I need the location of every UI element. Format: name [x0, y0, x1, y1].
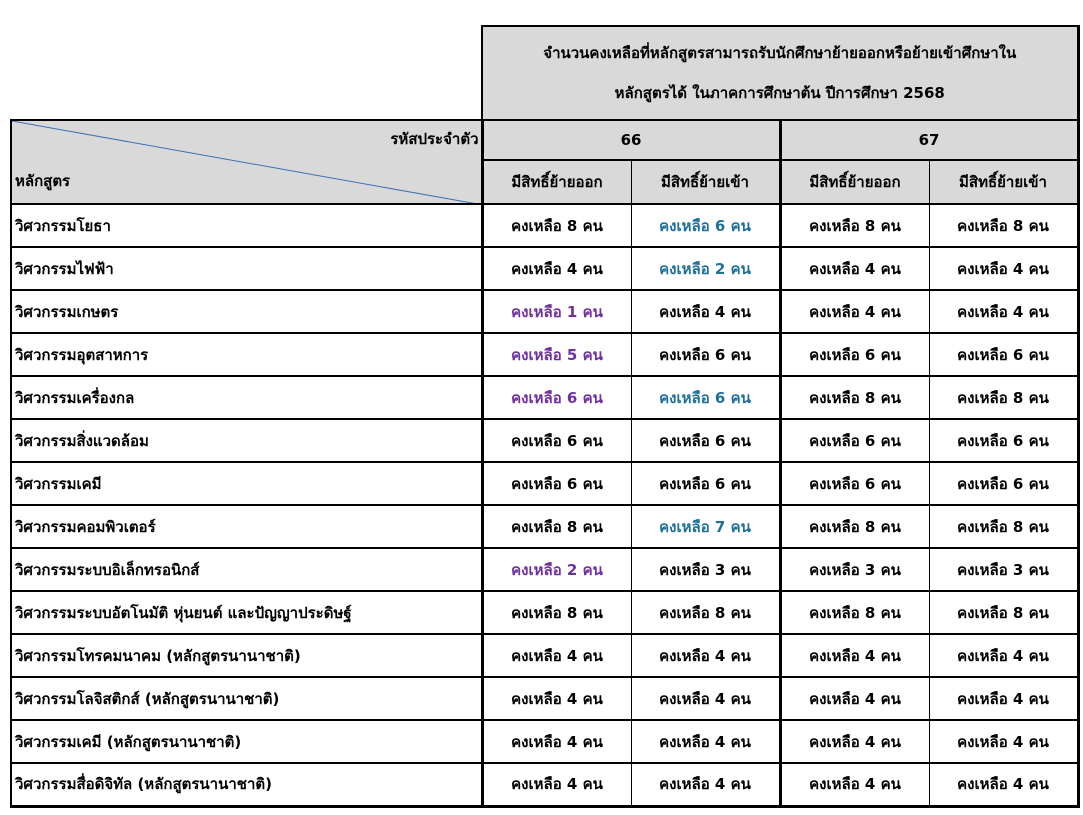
- table-row: [11, 505, 1078, 548]
- program-name-cell: วิศวกรรมอุตสาหการ: [11, 333, 482, 376]
- program-name-cell: วิศวกรรมโทรคมนาคม (หลักสูตรนานาชาติ): [11, 634, 482, 677]
- year-66-in-header: มีสิทธิ์ย้ายเข้า: [631, 160, 780, 204]
- year-66-out-cell: คงเหลือ 6 คน: [482, 376, 631, 419]
- title-row: [11, 26, 1078, 120]
- table-row: [11, 591, 1078, 634]
- year-67-out-cell: คงเหลือ 4 คน: [780, 290, 929, 333]
- year-66-in-cell: คงเหลือ 6 คน: [631, 204, 780, 247]
- year-header-row: [11, 120, 1078, 160]
- year-67-out-cell: คงเหลือ 8 คน: [780, 505, 929, 548]
- year-67-in-cell: คงเหลือ 8 คน: [929, 376, 1078, 419]
- table-row: [11, 419, 1078, 462]
- year-67-out-cell: คงเหลือ 3 คน: [780, 548, 929, 591]
- year-66-in-cell: คงเหลือ 2 คน: [631, 247, 780, 290]
- year-66-out-cell: คงเหลือ 2 คน: [482, 548, 631, 591]
- program-name-cell: วิศวกรรมโยธา: [11, 204, 482, 247]
- year-67-in-cell: คงเหลือ 4 คน: [929, 290, 1078, 333]
- year-66-in-cell: คงเหลือ 8 คน: [631, 591, 780, 634]
- table-row: [11, 634, 1078, 677]
- program-name-cell: วิศวกรรมเคมี (หลักสูตรนานาชาติ): [11, 720, 482, 763]
- year-66-in-cell: คงเหลือ 4 คน: [631, 290, 780, 333]
- year-66-out-cell: คงเหลือ 8 คน: [482, 505, 631, 548]
- year-66-out-cell: คงเหลือ 4 คน: [482, 247, 631, 290]
- year-66-in-cell: คงเหลือ 6 คน: [631, 376, 780, 419]
- program-header: หลักสูตร: [15, 172, 71, 190]
- table-row: [11, 548, 1078, 591]
- program-name-cell: วิศวกรรมสื่อดิจิทัล (หลักสูตรนานาชาติ): [11, 763, 482, 806]
- year-66-in-cell: คงเหลือ 4 คน: [631, 677, 780, 720]
- year-67-in-cell: คงเหลือ 3 คน: [929, 548, 1078, 591]
- quota-table: [10, 25, 1080, 808]
- year-67-header: 67: [780, 120, 1078, 160]
- year-67-out-cell: คงเหลือ 6 คน: [780, 333, 929, 376]
- table-title-line-1: จำนวนคงเหลือที่หลักสูตรสามารถรับนักศึกษาย้ายออกหรือย้ายเข้าศึกษาใน: [543, 44, 1017, 62]
- year-66-out-cell: คงเหลือ 4 คน: [482, 763, 631, 806]
- table-row: [11, 763, 1078, 806]
- year-67-out-cell: คงเหลือ 6 คน: [780, 462, 929, 505]
- year-66-out-cell: คงเหลือ 8 คน: [482, 204, 631, 247]
- year-67-out-header: มีสิทธิ์ย้ายออก: [780, 160, 929, 204]
- quota-sheet: [10, 25, 1080, 808]
- program-name-cell: วิศวกรรมโลจิสติกส์ (หลักสูตรนานาชาติ): [11, 677, 482, 720]
- year-67-in-cell: คงเหลือ 4 คน: [929, 720, 1078, 763]
- year-66-out-header: มีสิทธิ์ย้ายออก: [482, 160, 631, 204]
- year-67-in-cell: คงเหลือ 8 คน: [929, 591, 1078, 634]
- year-67-out-cell: คงเหลือ 4 คน: [780, 634, 929, 677]
- year-66-header: 66: [482, 120, 780, 160]
- year-67-in-cell: คงเหลือ 4 คน: [929, 677, 1078, 720]
- year-67-in-cell: คงเหลือ 8 คน: [929, 204, 1078, 247]
- program-name-cell: วิศวกรรมระบบอิเล็กทรอนิกส์: [11, 548, 482, 591]
- year-66-in-cell: คงเหลือ 7 คน: [631, 505, 780, 548]
- program-name-cell: วิศวกรรมเครื่องกล: [11, 376, 482, 419]
- table-title-line-2: หลักสูตรได้ ในภาคการศึกษาต้น ปีการศึกษา 2568: [614, 84, 945, 102]
- year-67-out-cell: คงเหลือ 4 คน: [780, 720, 929, 763]
- year-67-out-cell: คงเหลือ 4 คน: [780, 247, 929, 290]
- year-66-out-cell: คงเหลือ 4 คน: [482, 720, 631, 763]
- year-66-out-cell: คงเหลือ 4 คน: [482, 634, 631, 677]
- year-66-out-cell: คงเหลือ 5 คน: [482, 333, 631, 376]
- year-66-out-cell: คงเหลือ 1 คน: [482, 290, 631, 333]
- table-row: [11, 247, 1078, 290]
- year-66-in-cell: คงเหลือ 6 คน: [631, 419, 780, 462]
- year-66-in-cell: คงเหลือ 4 คน: [631, 634, 780, 677]
- year-66-out-cell: คงเหลือ 8 คน: [482, 591, 631, 634]
- year-66-in-cell: คงเหลือ 4 คน: [631, 720, 780, 763]
- year-66-in-cell: คงเหลือ 4 คน: [631, 763, 780, 806]
- year-67-in-cell: คงเหลือ 4 คน: [929, 763, 1078, 806]
- table-row: [11, 333, 1078, 376]
- year-67-in-header: มีสิทธิ์ย้ายเข้า: [929, 160, 1078, 204]
- quota-table-body: [11, 26, 1078, 806]
- program-name-cell: วิศวกรรมสิ่งแวดล้อม: [11, 419, 482, 462]
- year-66-in-cell: คงเหลือ 3 คน: [631, 548, 780, 591]
- table-title: [482, 26, 1078, 120]
- year-67-in-cell: คงเหลือ 4 คน: [929, 634, 1078, 677]
- table-row: [11, 720, 1078, 763]
- table-row: [11, 677, 1078, 720]
- program-name-cell: วิศวกรรมเคมี: [11, 462, 482, 505]
- year-67-out-cell: คงเหลือ 6 คน: [780, 419, 929, 462]
- program-name-cell: วิศวกรรมคอมพิวเตอร์: [11, 505, 482, 548]
- program-name-cell: วิศวกรรมเกษตร: [11, 290, 482, 333]
- table-row: [11, 376, 1078, 419]
- year-67-in-cell: คงเหลือ 8 คน: [929, 505, 1078, 548]
- year-67-out-cell: คงเหลือ 4 คน: [780, 677, 929, 720]
- year-66-out-cell: คงเหลือ 6 คน: [482, 419, 631, 462]
- program-name-cell: วิศวกรรมระบบอัตโนมัติ หุ่นยนต์ และปัญญาประดิษฐ์: [11, 591, 482, 634]
- year-67-in-cell: คงเหลือ 4 คน: [929, 247, 1078, 290]
- year-67-out-cell: คงเหลือ 8 คน: [780, 376, 929, 419]
- table-row: [11, 290, 1078, 333]
- table-row: [11, 462, 1078, 505]
- year-66-in-cell: คงเหลือ 6 คน: [631, 333, 780, 376]
- student-code-header: รหัสประจำตัว: [390, 130, 479, 148]
- year-67-out-cell: คงเหลือ 4 คน: [780, 763, 929, 806]
- year-66-out-cell: คงเหลือ 4 คน: [482, 677, 631, 720]
- year-67-in-cell: คงเหลือ 6 คน: [929, 462, 1078, 505]
- corner-header-cell: [11, 120, 482, 204]
- blank-cell: [11, 26, 482, 120]
- year-67-out-cell: คงเหลือ 8 คน: [780, 591, 929, 634]
- year-66-in-cell: คงเหลือ 6 คน: [631, 462, 780, 505]
- year-67-in-cell: คงเหลือ 6 คน: [929, 333, 1078, 376]
- table-row: [11, 204, 1078, 247]
- program-name-cell: วิศวกรรมไฟฟ้า: [11, 247, 482, 290]
- year-67-in-cell: คงเหลือ 6 คน: [929, 419, 1078, 462]
- year-67-out-cell: คงเหลือ 8 คน: [780, 204, 929, 247]
- year-66-out-cell: คงเหลือ 6 คน: [482, 462, 631, 505]
